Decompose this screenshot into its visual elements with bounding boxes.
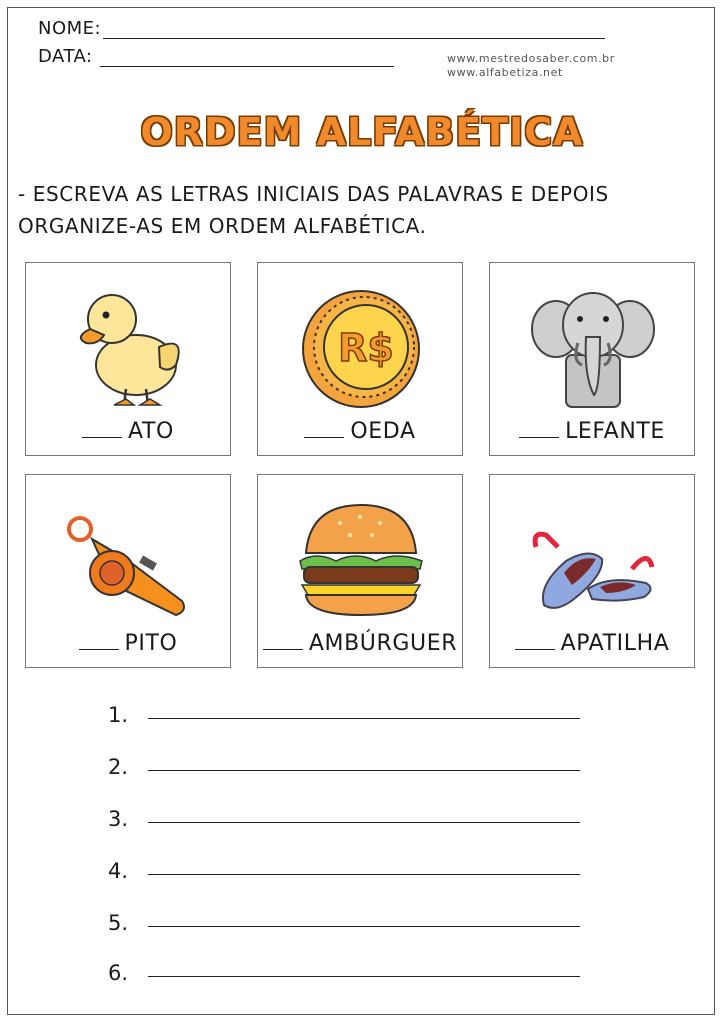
word-text: PITO [124,631,178,656]
word-text: OEDA [350,419,416,444]
word-label [490,631,694,656]
name-field[interactable] [103,38,605,39]
card-elephant [489,262,695,456]
answer-number: 1. [108,703,129,727]
answer-number: 6. [108,961,129,985]
blank-line[interactable] [82,437,122,438]
instruction [18,178,708,242]
page-title: ORDEM ALFABÉTICA [140,110,584,154]
card-hamburger [257,474,463,668]
whistle-icon [64,489,194,629]
name-label: NOME: [38,18,102,39]
word-label [258,631,462,656]
date-label: DATA: [38,46,93,67]
answer-number: 5. [108,911,129,935]
blank-line[interactable] [519,437,559,438]
answer-number: 3. [108,807,129,831]
word-text: AMBÚRGUER [308,631,458,656]
elephant-icon [528,277,658,417]
card-duck [25,262,231,456]
word-label [26,631,230,656]
answer-line-6[interactable] [148,976,580,977]
duck-icon [64,277,194,417]
coin-icon [296,277,426,417]
instruction-line-1: - ESCREVA AS LETRAS INICIAIS DAS PALAVRAS E DEPOIS [18,182,609,206]
blank-line[interactable] [304,437,344,438]
card-slipper [489,474,695,668]
answer-line-3[interactable] [148,822,580,823]
coin-text: R$ [338,326,394,370]
word-text: APATILHA [560,631,670,656]
answer-number: 2. [108,755,129,779]
card-coin [257,262,463,456]
instruction-line-2: ORGANIZE-AS EM ORDEM ALFABÉTICA. [18,214,427,238]
card-whistle [25,474,231,668]
hamburger-icon [296,489,426,629]
word-label [26,419,230,444]
word-label [258,419,462,444]
blank-line[interactable] [515,649,555,650]
site-url-1: www.mestredosaber.com.br [447,52,615,65]
answer-number: 4. [108,859,129,883]
answer-line-1[interactable] [148,718,580,719]
blank-line[interactable] [263,649,303,650]
blank-line[interactable] [79,649,119,650]
site-url-2: www.alfabetiza.net [447,66,563,79]
answer-line-4[interactable] [148,874,580,875]
word-text: ATO [128,419,174,444]
slipper-icon [528,489,658,629]
word-text: LEFANTE [565,419,665,444]
date-field[interactable] [100,66,394,67]
answer-line-5[interactable] [148,926,580,927]
word-label [490,419,694,444]
answer-line-2[interactable] [148,770,580,771]
